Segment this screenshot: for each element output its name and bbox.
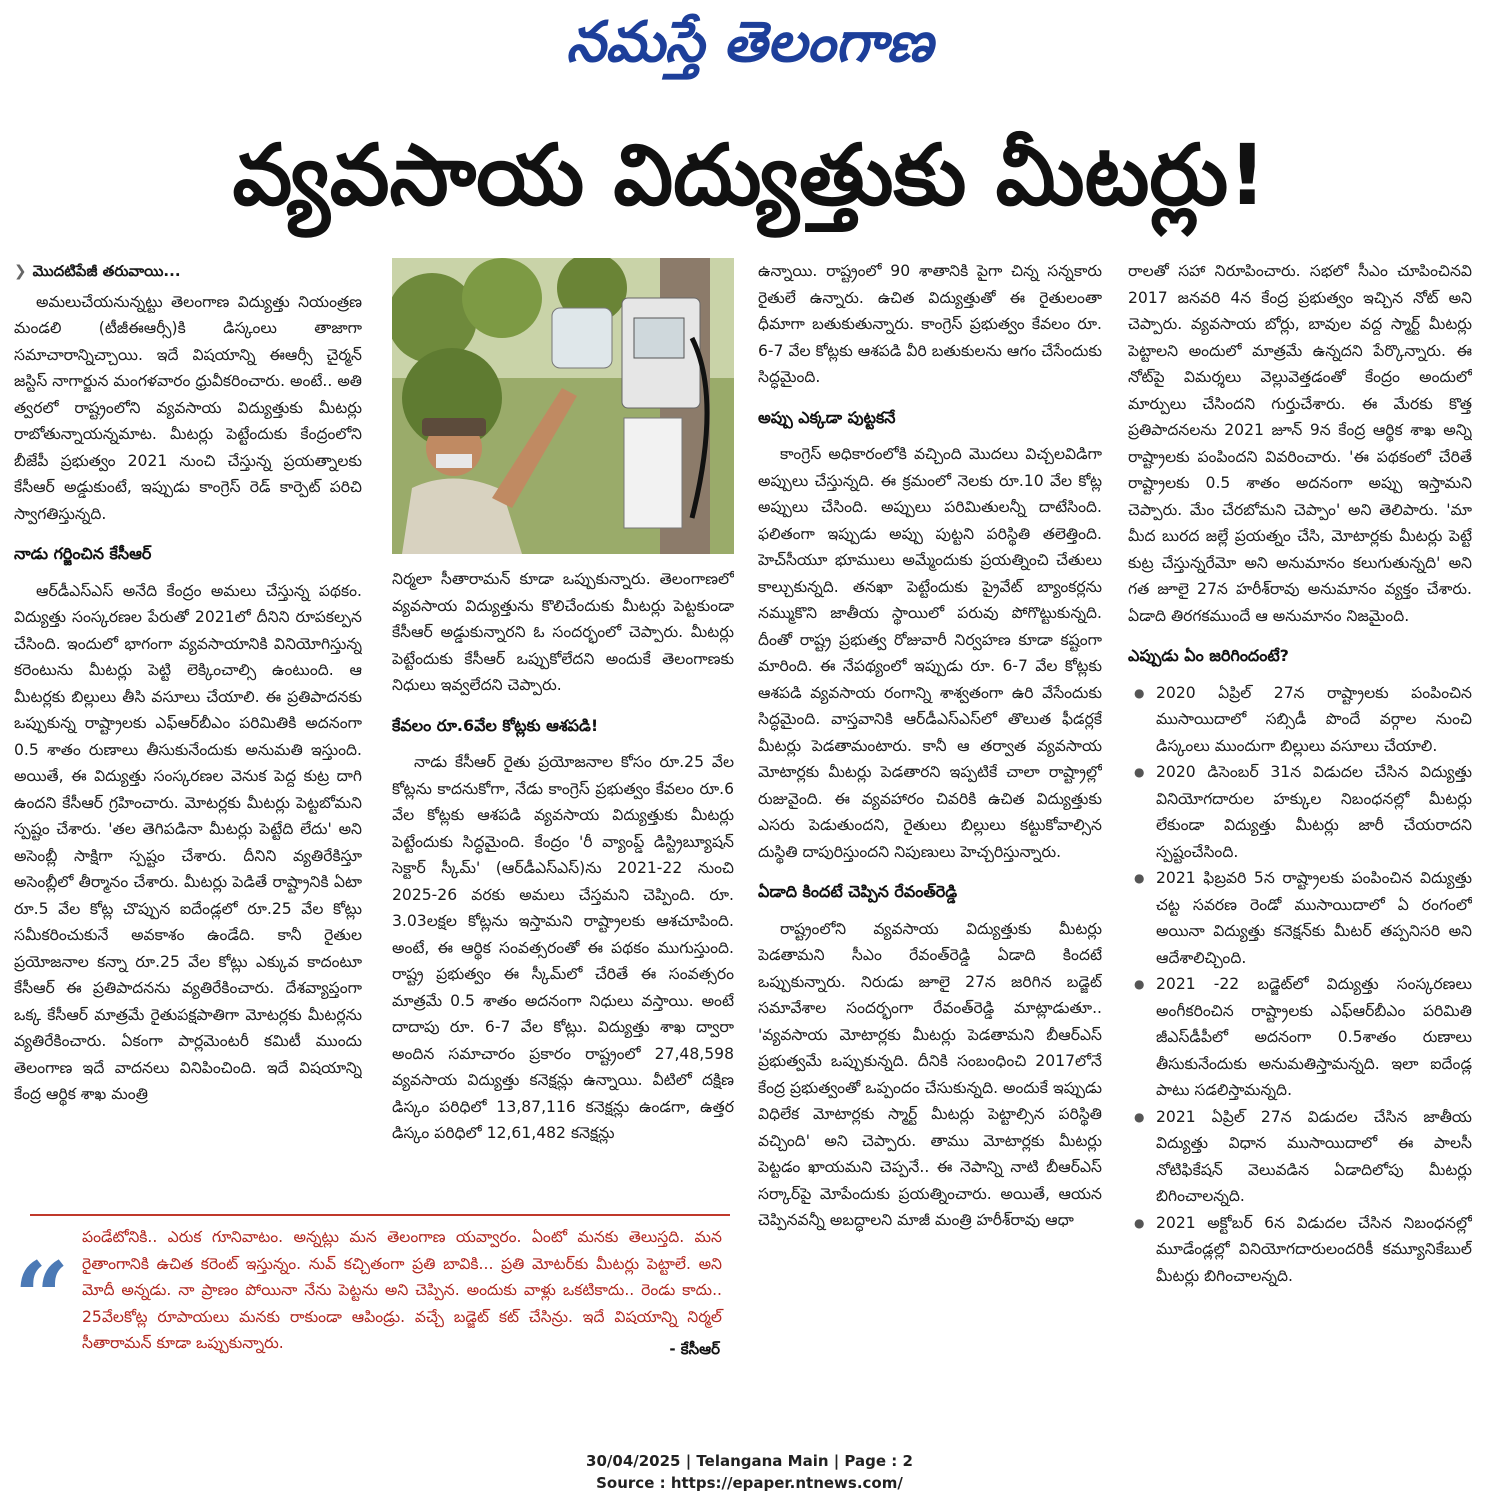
paragraph: కాంగ్రెస్ అధికారంలోకి వచ్చింది మొదలు విచ్చలవిడిగా అప్పులు చేస్తున్నది. ఈ క్రమంలో నెలకు రూ.10 వేల కోట్ల అప్పులు చేసింది. అప్పులు పరిమితులన్నీ దాటేసింది. ఫలితంగా ఇప్పుడు అప్పు పుట్టని పరిస్థితి తలెత్తింది. హెచ్‌సీయూ భూములు అమ్మేందుకు ప్రయత్నించి చేతులు కాల్చుకున్నది. తనఖా పెట్టేందుకు ప్రైవేట్ బ్యాంకర్లను నమ్ముకొని జాతీయ స్థాయిలో పరువు పోగొట్టుకున్నది. దీంతో రాష్ట్ర ప్రభుత్వ రోజువారీ నిర్వహణ కూడా కష్టంగా మారింది. ఈ నేపథ్యంలో ఇప్పుడు రూ. 6-7 వేల కోట్లకు ఆశపడి వ్యవసాయ రంగాన్ని శాశ్వతంగా ఉరి వేసేందుకు సిద్ధమైంది. వాస్తవానికి ఆర్‌డీఎస్‌ఎస్‌లో తొలుత ఫీడర్లకే మీటర్లు పెడతామంటారు. కానీ ఆ తర్వాత వ్యవసాయ మోటార్లకు మీటర్లు పెడతారని ఇప్పటికే చాలా రాష్ట్రాల్లో రుజువైంది. ఈ వ్యవహారం చివరికి ఉచిత విద్యుత్తుకు ఎసరు పెడుతుందని, రైతులు బిల్లులు కట్టుకోవాల్సిన దుస్థితి దాపురిస్తుందని నిపుణులు హెచ్చరిస్తున్నారు. <box>758 445 1102 861</box>
subheading: ఎప్పుడు ఏం జరిగిందంటే? <box>1128 646 1289 665</box>
subheading: ఏడాది కిందటే చెప్పిన రేవంత్‌రెడ్డి <box>758 882 958 901</box>
paragraph: ఆర్‌డీఎస్‌ఎస్ అనేది కేంద్రం అమలు చేస్తున్న పథకం. విద్యుత్తు సంస్కరణల పేరుతో 2021లో దీనిని రూపకల్పన చేసింది. ఇందులో భాగంగా వ్యవసాయానికి వినియోగిస్తున్న కరెంటును మీటర్లు పెట్టి లెక్కించాల్సి ఉంటుంది. ఆ మీటర్లకు బిల్లులు తీసి వసూలు చేయాలి. ఈ ప్రతిపాదనకు ఒప్పుకున్న రాష్ట్రాలకు ఎఫ్ఆర్‌బీఎం పరిమితికి అదనంగా 0.5 శాతం రుణాలు తీసుకునేందుకు అనుమతి ఇస్తుంది. అయితే, ఈ విద్యుత్తు సంస్కరణల వెనుక పెద్ద కుట్ర దాగి ఉందని కేసీఆర్ గ్రహించారు. మోటర్లకు మీటర్లు పెట్టబోమని స్పష్టం చేశారు. 'తల తెగిపడినా మీటర్లు పెట్టేది లేదు' అని అసెంబ్లీ సాక్షిగా స్పష్టం చేశారు. దీనిని వ్యతిరేకిస్తూ అసెంబ్లీలో తీర్మానం చేశారు. మీటర్లు పెడితే రాష్ట్రానికి ఏటా రూ.5 వేల కోట్ల చొప్పున ఐదేండ్లలో రూ.25 వేల కోట్లు సమీకరించుకునే అవకాశం ఉండేది. కానీ రైతుల ప్రయోజనాల కన్నా రూ.25 వేల కోట్లు ఎక్కువ కాదంటూ కేసీఆర్ ఈ ప్రతిపాదనను వ్యతిరేకించారు. దేశవ్యాప్తంగా ఒక్క కేసీఆర్ మాత్రమే రైతుపక్షపాతిగా మోటర్లకు మీటర్లను వ్యతిరేకించారు. ఏకంగా పార్లమెంటరీ కమిటీ ముందు తెలంగాణ ఇదే వాదనలు వినిపించింది. ఇదే విషయాన్ని కేంద్ర ఆర్థిక శాఖ మంత్రి <box>14 581 362 1103</box>
continued-label: ❯ మొదటిపేజీ తరువాయి... <box>14 262 181 280</box>
list-item: ● 2020 ఏప్రిల్ 27న రాష్ట్రాలకు పంపించిన ముసాయిదాలో సబ్సిడీ పొందే వర్గాల నుంచి డిస్కంలు ముందుగా బిల్లులు వసూలు చేయాలి. <box>1128 680 1472 760</box>
paragraph: నాడు కేసీఆర్ రైతు ప్రయోజనాల కోసం రూ.25 వేల కోట్లను కాదనుకోగా, నేడు కాంగ్రెస్ ప్రభుత్వం కేవలం రూ.6 వేల కోట్లకు ఆశపడి వ్యవసాయ విద్యుత్తుకు మీటర్లు పెట్టేందుకు సిద్ధమైంది. కేంద్రం 'రీ వ్యాంప్డ్ డిస్ట్రిబ్యూషన్ సెక్టార్ స్కీమ్' (ఆర్‌డీఎస్‌ఎస్)ను 2021-22 నుంచి 2025-26 వరకు అమలు చేస్తమని చెప్పింది. రూ. 3.03లక్షల కోట్లను ఇస్తామని రాష్ట్రాలకు ఆశచూపింది. అంటే, ఈ ఆర్థిక సంవత్సరంతో ఈ పథకం ముగుస్తుంది. రాష్ట్ర ప్రభుత్వం ఈ స్కీమ్‌లో చేరితే ఈ సంవత్సరం మాత్రమే 0.5 శాతం అదనంగా నిధులు వస్తాయి. అంటే దాదాపు రూ. 6-7 వేల కోట్లు. విద్యుత్తు శాఖ ద్వారా అందిన సమాచారం ప్రకారం రాష్ట్రంలో 27,48,598 వ్యవసాయ విద్యుత్తు కనెక్షన్లు ఉన్నాయి. వీటిలో దక్షిణ డిస్కం పరిధిలో 13,87,116 కనెక్షన్లు ఉండగా, ఉత్తర డిస్కం పరిధిలో 12,61,482 కనెక్షన్లు <box>392 753 734 1142</box>
list-item: ● 2021 -22 బడ్జెట్‌లో విద్యుత్తు సంస్కరణలు అంగీకరించిన రాష్ట్రాలకు ఎఫ్ఆర్‌బీఎం పరిమితి జీఎస్‌డీపీలో అదనంగా 0.5శాతం రుణాలు తీసుకునేందుకు అనుమతిస్తామన్నది. ఇలా ఐదేండ్ల పాటు సడలిస్తామన్నది. <box>1128 971 1472 1104</box>
paragraph: రాష్ట్రంలోని వ్యవసాయ విద్యుత్తుకు మీటర్లు పెడతామని సీఎం రేవంత్‌రెడ్డి ఏడాది కిందటే ఒప్పుకున్నారు. నిరుడు జూలై 27న జరిగిన బడ్జెట్ సమావేశాల సందర్భంగా రేవంత్‌రెడ్డి మాట్లాడుతూ.. 'వ్యవసాయ మోటార్లకు మీటర్లు పెడతామని బీఆర్ఎస్ ప్రభుత్వమే ఒప్పుకున్నది. దీనికి సంబంధించి 2017లోనే కేంద్ర ప్రభుత్వంతో ఒప్పందం చేసుకున్నది. అందుకే ఇప్పుడు విధిలేక మోటార్లకు స్మార్ట్ మీటర్లు పెట్టాల్సిన పరిస్థితి వచ్చింది' అని చెప్పారు. తాము మోటార్లకు మీటర్లు పెట్టడం ఖాయమని చెప్పనే.. ఈ నెపాన్ని నాటి బీఆర్ఎస్ సర్కార్‌పై మోపేందుకు ప్రయత్నించారు. అయితే, ఆయన చెప్పినవన్నీ అబద్ధాలని మాజీ మంత్రి హరీశ్‌రావు ఆధా <box>758 919 1102 1229</box>
timeline-list <box>1128 680 1472 1290</box>
masthead-logo: నమస్తే తెలంగాణ <box>566 9 933 75</box>
column-3 <box>758 258 1102 1370</box>
paragraph: రాలతో సహా నిరూపించారు. సభలో సీఎం చూపించినవి 2017 జనవరి 4న కేంద్ర ప్రభుత్వం ఇచ్చిన నోట్ అని చెప్పారు. వ్యవసాయ బోర్లు, బావుల వద్ద స్మార్ట్ మీటర్లు పెట్టాలని అందులో మాత్రమే ఉన్నదని పేర్కొన్నారు. ఈ నోట్‌పై విమర్శలు వెల్లువెత్తడంతో కేంద్రం అందులో మార్పులు చేసిందని గుర్తుచేశారు. ఈ మేరకు కొత్త ప్రతిపాదనలను 2021 జూన్ 9న కేంద్ర ఆర్థిక శాఖ అన్ని రాష్ట్రాలకు పంపిందని వివరించారు. 'ఈ పథకంలో చేరితే రాష్ట్రాలకు 0.5 శాతం అదనంగా అప్పు ఇస్తామని చెప్పారు. మేం చేరబోమని చెప్పాం' అని తెలిపారు. 'మా మీద బురద జల్లే ప్రయత్నం చేసి, మోటార్లకు మీటర్లు పెట్టే కుట్ర చేస్తున్నరేమో అని అనుమానం కలుగుతున్నది' అని గత జూలై 27న హరీశ్‌రావు అనుమానం వ్యక్తం చేశారు. ఏడాది తిరగకముందే ఆ అనుమానం నిజమైంది. <box>1128 262 1472 625</box>
column-1 <box>14 258 362 1208</box>
quote-author: - కేసీఆర్ <box>669 1340 720 1358</box>
list-item: ● 2021 ఫిబ్రవరి 5న రాష్ట్రాలకు పంపించిన విద్యుత్తు చట్ట సవరణ రెండో ముసాయిదాలో ఏ రంగంలో అయినా విద్యుత్తు కనెక్షన్‌కు మీటర్ తప్పనిసరి అని ఆదేశాలిచ్చింది. <box>1128 865 1472 971</box>
column-4 <box>1128 258 1472 1370</box>
subheading: నాడు గర్జించిన కేసీఆర్ <box>14 544 152 563</box>
headline: వ్యవసాయ విద్యుత్తుకు మీటర్లు! <box>232 126 1267 224</box>
quote-mark-icon: “ <box>14 1241 70 1354</box>
footer-source-link[interactable]: Source : https://epaper.ntnews.com/ <box>596 1474 903 1492</box>
list-item: ● 2021 ఏప్రిల్ 27న విడుదల చేసిన జాతీయ విద్యుత్తు విధాన ముసాయిదాలో ఈ పాలసీ నోటిఫికేషన్ వెలువడిన ఏడాదిలోపు మీటర్లు బిగించాలన్నది. <box>1128 1104 1472 1210</box>
quote-text: పండేటోనికి.. ఎరుక గూనివాటం. అన్నట్లు మన తెలంగాణ యవ్వారం. ఏంటో మనకు తెలుస్తది. మన రైతాంగానికి ఉచిత కరెంట్ ఇస్తున్నం. నువ్ కచ్చితంగా ప్రతి బావికి... ప్రతి మోటర్‌కు మీటర్లు పెట్టాలే. అని మోదీ అన్నడు. నా ప్రాణం పోయినా నేను పెట్టను అని చెప్పిన. అందుకు వాళ్లు ఒకటికాదు.. రెండు కాదు.. 25వేలకోట్ల రూపాయలు మనకు రాకుండా ఆపిండ్రు. వచ్చే బడ్జెట్ కట్ చేసిన్రు. ఇదే విషయాన్ని నిర్మల్ సీతారామన్ కూడా ఒప్పుకున్నారు. <box>82 1228 722 1352</box>
paragraph: అమలుచేయనున్నట్టు తెలంగాణ విద్యుత్తు నియంత్రణ మండలి (టీజీఈఆర్సీ)కి డిస్కంలు తాజాగా సమాచారాన్నిచ్చాయి. ఇదే విషయాన్ని ఈఆర్సీ చైర్మన్ జస్టిస్ నాగార్జున మంగళవారం ధ్రువీకరించారు. అంటే.. అతి త్వరలో రాష్ట్రంలోని వ్యవసాయ విద్యుత్తుకు మీటర్లు రాబోతున్నాయన్నమాట. మీటర్లు పెట్టేందుకు కేంద్రంలోని బీజేపీ ప్రభుత్వం 2021 నుంచి చేస్తున్న ప్రయత్నాలకు కేసీఆర్ అడ్డుకుంటే, ఇప్పుడు కాంగ్రెస్ రెడ్ కార్పెట్ పరిచి స్వాగతిస్తున్నది. <box>14 292 362 523</box>
paragraph: నిర్మలా సీతారామన్ కూడా ఒప్పుకున్నారు. తెలంగాణలో వ్యవసాయ విద్యుత్తును కొలిచేందుకు మీటర్లు పెట్టకుండా కేసీఆర్ అడ్డుకున్నారని ఓ సందర్భంలో చెప్పారు. మీటర్లు పెట్టేందుకు కేసీఆర్ ఒప్పుకోలేదని అందుకే తెలంగాణకు నిధులు ఇవ్వలేదని చెప్పారు. <box>392 570 734 694</box>
chevron-right-icon: ❯ <box>14 262 27 280</box>
quote-divider <box>30 1214 730 1216</box>
subheading: కేవలం రూ.6వేల కోట్లకు ఆశపడి! <box>392 715 599 735</box>
paragraph: ఉన్నాయి. రాష్ట్రంలో 90 శాతానికి పైగా చిన్న సన్నకారు రైతులే ఉన్నారు. ఉచిత విద్యుత్తుతో ఈ రైతులంతా ధీమాగా బతుకుతున్నారు. కాంగ్రెస్ ప్రభుత్వం కేవలం రూ. 6-7 వేల కోట్లకు ఆశపడి వీరి బతుకులను ఆగం చేసేందుకు సిద్ధమైంది. <box>758 262 1102 386</box>
farmer-installing-meter-photo <box>392 258 734 554</box>
column-2 <box>392 566 734 1206</box>
subheading: అప్పు ఎక్కడా పుట్టకనే <box>758 407 896 427</box>
list-item: ● 2021 అక్టోబర్ 6న విడుదల చేసిన నిబంధనల్లో మూడేండ్లల్లో వినియోగదారులందరికీ కమ్యూనికేబుల్ మీటర్లు బిగించాలన్నది. <box>1128 1210 1472 1290</box>
footer-date-line: 30/04/2025 | Telangana Main | Page : 2 <box>586 1452 913 1470</box>
list-item: ● 2020 డిసెంబర్ 31న విడుదల చేసిన విద్యుత్తు వినియోగదారుల హక్కుల నిబంధనల్లో మీటర్లు లేకుండా విద్యుత్తు మీటర్లు జారీ చేయరాదని స్పష్టంచేసింది. <box>1128 759 1472 865</box>
